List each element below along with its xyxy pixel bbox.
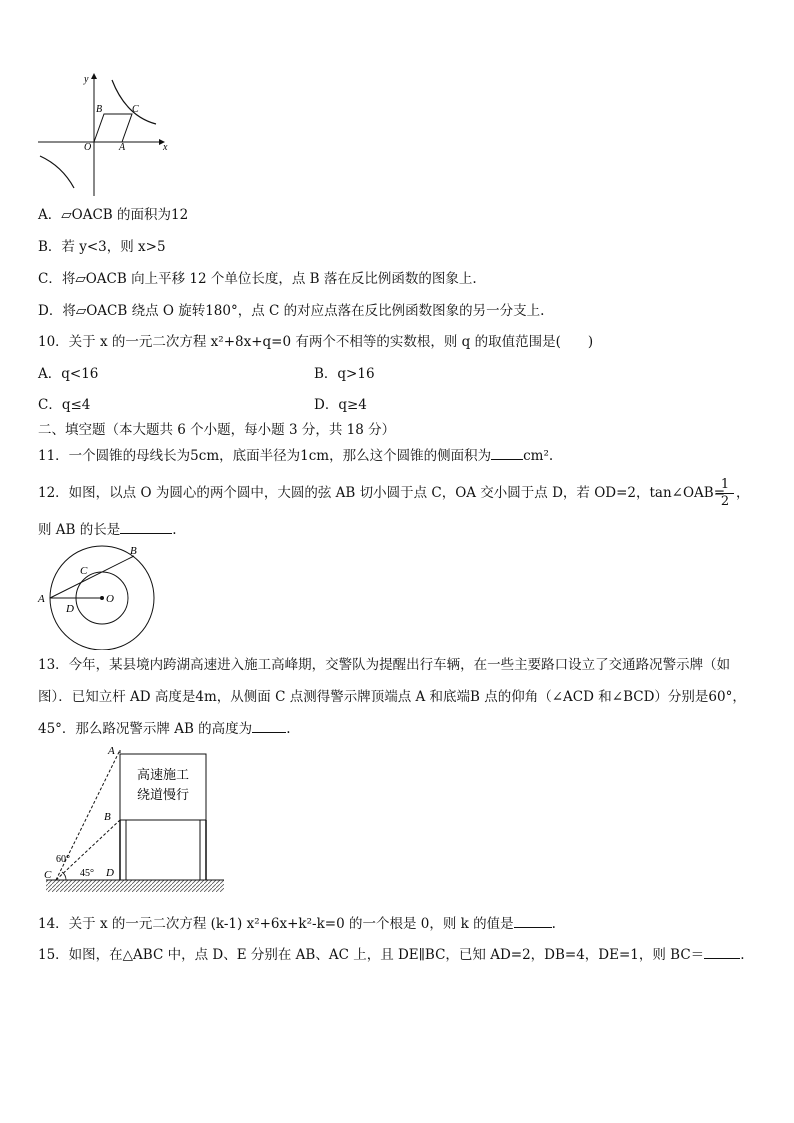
label-c: C <box>80 565 88 577</box>
sign-text-line1: 高速施工 <box>136 768 190 783</box>
concentric-circles-figure <box>34 540 174 650</box>
section-heading: 二、填空题（本大题共 6 个小题，每小题 3 分，共 18 分） <box>38 422 396 438</box>
hyperbola-figure <box>34 70 174 200</box>
q13-line3 <box>38 720 290 738</box>
q11-stem: 11．一个圆锥的母线长为5cm，底面半径为1cm，那么这个圆锥的侧面积为 <box>38 448 492 464</box>
label-b: B <box>130 545 137 557</box>
label-x: x <box>163 142 168 153</box>
q12-stem: 12．如图，以点 O 为圆心的两个圆中，大圆的弦 AB 切小圆于点 C，OA 交小圆于点 D，若 OD=2，tan∠OAB= <box>38 485 726 501</box>
q10-option-c: C．q≤4 <box>38 397 91 413</box>
q13-question: 45°．那么路况警示牌 AB 的高度为 <box>38 721 253 737</box>
q14-answer-blank[interactable] <box>514 915 552 928</box>
label-d: D <box>66 603 74 615</box>
q9-option-d: D．将▱OACB 绕点 O 旋转180°，点 C 的对应点落在反比例函数图象的另一分支上. <box>38 303 545 319</box>
q11-unit: cm². <box>523 448 554 464</box>
label-a: A <box>38 593 45 605</box>
q14-stem: 14．关于 x 的一元二次方程 (k-1) x²+6x+k²-k=0 的一个根是 0，则 k 的值是 <box>38 916 514 932</box>
q15-answer-blank[interactable] <box>704 946 740 959</box>
q10-option-a: A．q<16 <box>38 366 99 382</box>
angle-arc <box>62 872 66 880</box>
sign-board-figure <box>36 744 228 896</box>
q13-line2: 图）．已知立杆 AD 高度是4m，从侧面 C 点测得警示牌顶端点 A 和底端B 点的仰角（∠ACD 和∠BCD）分别是60°， <box>38 689 746 705</box>
q15-end: . <box>740 947 745 963</box>
q12-line2 <box>38 521 177 539</box>
q14-text <box>38 915 556 933</box>
label-c: C <box>132 104 139 115</box>
q12-fraction-denominator: 2 <box>720 494 730 509</box>
label-angle-45: 45° <box>80 868 94 879</box>
q13-line1: 13．今年，某县境内跨湖高速进入施工高峰期，交警队为提醒出行车辆，在一些主要路口设立了交通路况警示牌（如 <box>38 657 731 673</box>
q12-line1-end: ， <box>736 485 750 501</box>
label-b: B <box>96 104 103 115</box>
q11-text <box>38 447 553 465</box>
q12-fraction-numerator: 1 <box>716 477 734 494</box>
q9-option-c: C．将▱OACB 向上平移 12 个单位长度，点 B 落在反比例函数的图象上. <box>38 271 477 287</box>
q13-answer-blank[interactable] <box>252 720 286 733</box>
q12-end: . <box>172 522 177 538</box>
q11-answer-blank[interactable] <box>491 447 523 460</box>
label-y: y <box>84 74 89 85</box>
label-c: C <box>44 869 52 881</box>
q14-end: . <box>551 916 556 932</box>
q12-line1 <box>38 484 725 502</box>
q9-option-a: A．▱OACB 的面积为12 <box>38 207 189 223</box>
q9-option-b: B．若 y<3，则 x>5 <box>38 239 166 255</box>
label-b: B <box>104 811 111 823</box>
chord-ab <box>50 556 134 598</box>
hyperbola-branch-upper <box>112 80 156 124</box>
q12-question: 则 AB 的长是 <box>38 522 121 538</box>
center-point <box>100 596 104 600</box>
sign-panel <box>120 754 206 820</box>
sign-text-line2: 绕道慢行 <box>136 788 190 803</box>
q12-fraction <box>716 477 734 510</box>
q10-option-b: B．q>16 <box>314 366 375 382</box>
q15-stem: 15．如图，在△ABC 中，点 D、E 分别在 AB、AC 上，且 DE∥BC，已知 AD=2，DB=4，DE=1，则 BC＝ <box>38 947 705 963</box>
q10-option-d: D．q≥4 <box>314 397 367 413</box>
label-a: A <box>108 745 115 757</box>
label-o: O <box>106 593 114 605</box>
ground-hatch <box>46 880 224 892</box>
q10-stem: 10．关于 x 的一元二次方程 x²+8x+q=0 有两个不相等的实数根，则 q 的取值范围是( ) <box>38 334 594 350</box>
q13-end: . <box>286 721 291 737</box>
label-d: D <box>106 867 114 879</box>
label-o: O <box>84 142 92 153</box>
q15-text <box>38 946 744 964</box>
hyperbola-branch-lower <box>40 156 74 188</box>
label-a: A <box>119 142 126 153</box>
q12-answer-blank[interactable] <box>120 521 172 534</box>
label-angle-60: 60° <box>56 854 70 865</box>
parallelogram-oacb <box>94 114 132 142</box>
